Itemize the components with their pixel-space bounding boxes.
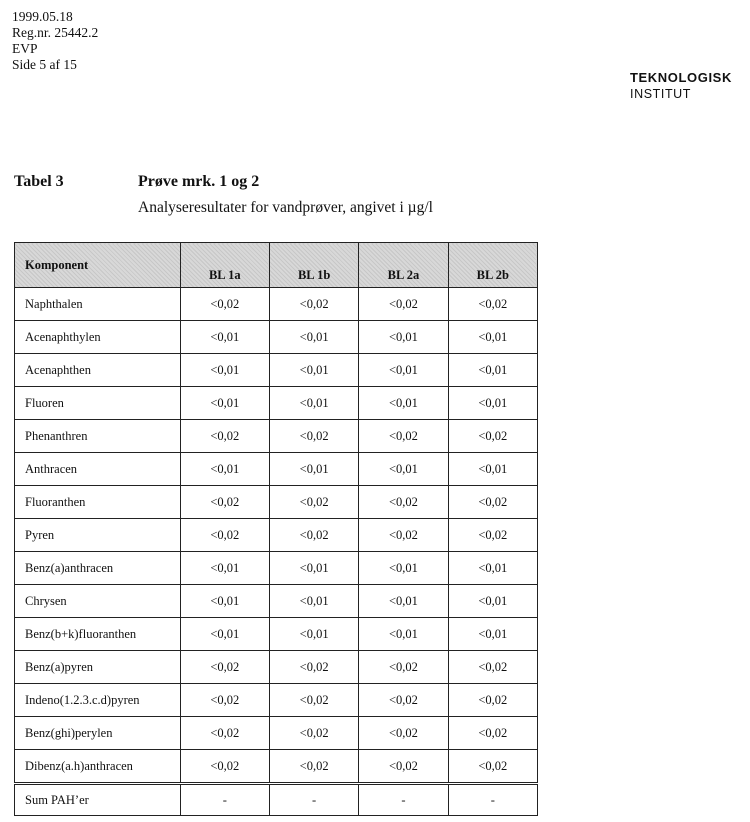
value-cell: <0,02 bbox=[180, 651, 269, 684]
value-cell: <0,01 bbox=[359, 585, 448, 618]
component-name: Phenanthren bbox=[15, 420, 181, 453]
table-header-row bbox=[15, 243, 538, 288]
value-cell: - bbox=[448, 784, 537, 816]
table-subtitle: Analyseresultater for vandprøver, angivet i µg/l bbox=[138, 199, 433, 216]
column-header: Komponent bbox=[15, 243, 181, 288]
header-reg-number: Reg.nr. 25442.2 bbox=[12, 25, 99, 40]
table-title: Prøve mrk. 1 og 2 bbox=[138, 173, 260, 190]
component-name: Chrysen bbox=[15, 585, 181, 618]
table-row bbox=[15, 387, 538, 420]
table-row bbox=[15, 420, 538, 453]
value-cell: <0,02 bbox=[269, 288, 358, 321]
value-cell: <0,02 bbox=[448, 684, 537, 717]
value-cell: <0,01 bbox=[359, 552, 448, 585]
value-cell: <0,02 bbox=[269, 651, 358, 684]
value-cell: <0,01 bbox=[269, 387, 358, 420]
value-cell: <0,01 bbox=[448, 354, 537, 387]
column-header: BL 2b bbox=[448, 243, 537, 288]
value-cell: <0,01 bbox=[359, 387, 448, 420]
value-cell: <0,02 bbox=[448, 717, 537, 750]
component-name: Dibenz(a.h)anthracen bbox=[15, 750, 181, 784]
column-header: BL 2a bbox=[359, 243, 448, 288]
logo-line-2: INSTITUT bbox=[630, 87, 692, 101]
value-cell: <0,02 bbox=[359, 684, 448, 717]
component-name: Sum PAH’er bbox=[15, 784, 181, 816]
value-cell: <0,02 bbox=[269, 519, 358, 552]
table-row bbox=[15, 684, 538, 717]
component-name: Acenaphthen bbox=[15, 354, 181, 387]
value-cell: <0,01 bbox=[359, 321, 448, 354]
header-page: Side 5 af 15 bbox=[12, 57, 77, 72]
table-row bbox=[15, 750, 538, 784]
value-cell: <0,02 bbox=[180, 750, 269, 784]
value-cell: <0,01 bbox=[359, 354, 448, 387]
value-cell: <0,02 bbox=[180, 288, 269, 321]
value-cell: <0,01 bbox=[359, 618, 448, 651]
header-initials: EVP bbox=[12, 41, 38, 56]
table-row bbox=[15, 552, 538, 585]
value-cell: - bbox=[269, 784, 358, 816]
value-cell: <0,01 bbox=[448, 618, 537, 651]
value-cell: <0,01 bbox=[269, 618, 358, 651]
table-row bbox=[15, 321, 538, 354]
value-cell: <0,01 bbox=[180, 618, 269, 651]
value-cell: <0,02 bbox=[359, 486, 448, 519]
table-row bbox=[15, 288, 538, 321]
table-row bbox=[15, 354, 538, 387]
value-cell: <0,01 bbox=[359, 453, 448, 486]
value-cell: <0,01 bbox=[269, 321, 358, 354]
value-cell: <0,02 bbox=[359, 651, 448, 684]
table-row bbox=[15, 486, 538, 519]
value-cell: <0,01 bbox=[180, 321, 269, 354]
table-row bbox=[15, 618, 538, 651]
value-cell: <0,02 bbox=[448, 288, 537, 321]
value-cell: <0,01 bbox=[269, 585, 358, 618]
value-cell: <0,01 bbox=[448, 552, 537, 585]
value-cell: <0,02 bbox=[448, 519, 537, 552]
value-cell: <0,02 bbox=[359, 288, 448, 321]
column-header: BL 1a bbox=[180, 243, 269, 288]
value-cell: <0,02 bbox=[269, 717, 358, 750]
value-cell: <0,02 bbox=[180, 486, 269, 519]
header-date: 1999.05.18 bbox=[12, 9, 73, 24]
value-cell: <0,01 bbox=[448, 387, 537, 420]
value-cell: <0,01 bbox=[180, 387, 269, 420]
value-cell: <0,02 bbox=[269, 684, 358, 717]
component-name: Benz(b+k)fluoranthen bbox=[15, 618, 181, 651]
value-cell: <0,02 bbox=[448, 486, 537, 519]
value-cell: <0,01 bbox=[180, 585, 269, 618]
component-name: Fluoranthen bbox=[15, 486, 181, 519]
value-cell: <0,02 bbox=[269, 750, 358, 784]
value-cell: <0,02 bbox=[359, 717, 448, 750]
value-cell: <0,02 bbox=[180, 717, 269, 750]
document-header bbox=[12, 9, 98, 73]
value-cell: <0,01 bbox=[269, 453, 358, 486]
value-cell: <0,02 bbox=[180, 684, 269, 717]
value-cell: <0,01 bbox=[448, 453, 537, 486]
value-cell: <0,02 bbox=[269, 486, 358, 519]
value-cell: <0,02 bbox=[448, 420, 537, 453]
value-cell: <0,01 bbox=[269, 354, 358, 387]
component-name: Indeno(1.2.3.c.d)pyren bbox=[15, 684, 181, 717]
value-cell: <0,01 bbox=[180, 354, 269, 387]
component-name: Naphthalen bbox=[15, 288, 181, 321]
component-name: Pyren bbox=[15, 519, 181, 552]
value-cell: <0,02 bbox=[359, 420, 448, 453]
value-cell: <0,02 bbox=[359, 750, 448, 784]
component-name: Anthracen bbox=[15, 453, 181, 486]
results-table bbox=[14, 242, 538, 816]
value-cell: <0,02 bbox=[269, 420, 358, 453]
logo-line-1: TEKNOLOGISK bbox=[630, 70, 732, 85]
institute-logo bbox=[630, 70, 732, 102]
table-label: Tabel 3 bbox=[14, 173, 64, 190]
value-cell: <0,02 bbox=[448, 651, 537, 684]
table-row bbox=[15, 651, 538, 684]
table-row bbox=[15, 453, 538, 486]
component-name: Benz(a)anthracen bbox=[15, 552, 181, 585]
component-name: Benz(ghi)perylen bbox=[15, 717, 181, 750]
value-cell: <0,01 bbox=[180, 453, 269, 486]
value-cell: <0,01 bbox=[448, 585, 537, 618]
value-cell: <0,02 bbox=[180, 519, 269, 552]
value-cell: <0,01 bbox=[269, 552, 358, 585]
component-name: Fluoren bbox=[15, 387, 181, 420]
value-cell: <0,01 bbox=[448, 321, 537, 354]
component-name: Benz(a)pyren bbox=[15, 651, 181, 684]
value-cell: <0,02 bbox=[359, 519, 448, 552]
component-name: Acenaphthylen bbox=[15, 321, 181, 354]
column-header: BL 1b bbox=[269, 243, 358, 288]
value-cell: <0,02 bbox=[448, 750, 537, 784]
sum-row bbox=[15, 784, 538, 816]
value-cell: - bbox=[180, 784, 269, 816]
table-row bbox=[15, 585, 538, 618]
table-row bbox=[15, 519, 538, 552]
value-cell: <0,01 bbox=[180, 552, 269, 585]
value-cell: - bbox=[359, 784, 448, 816]
table-row bbox=[15, 717, 538, 750]
value-cell: <0,02 bbox=[180, 420, 269, 453]
